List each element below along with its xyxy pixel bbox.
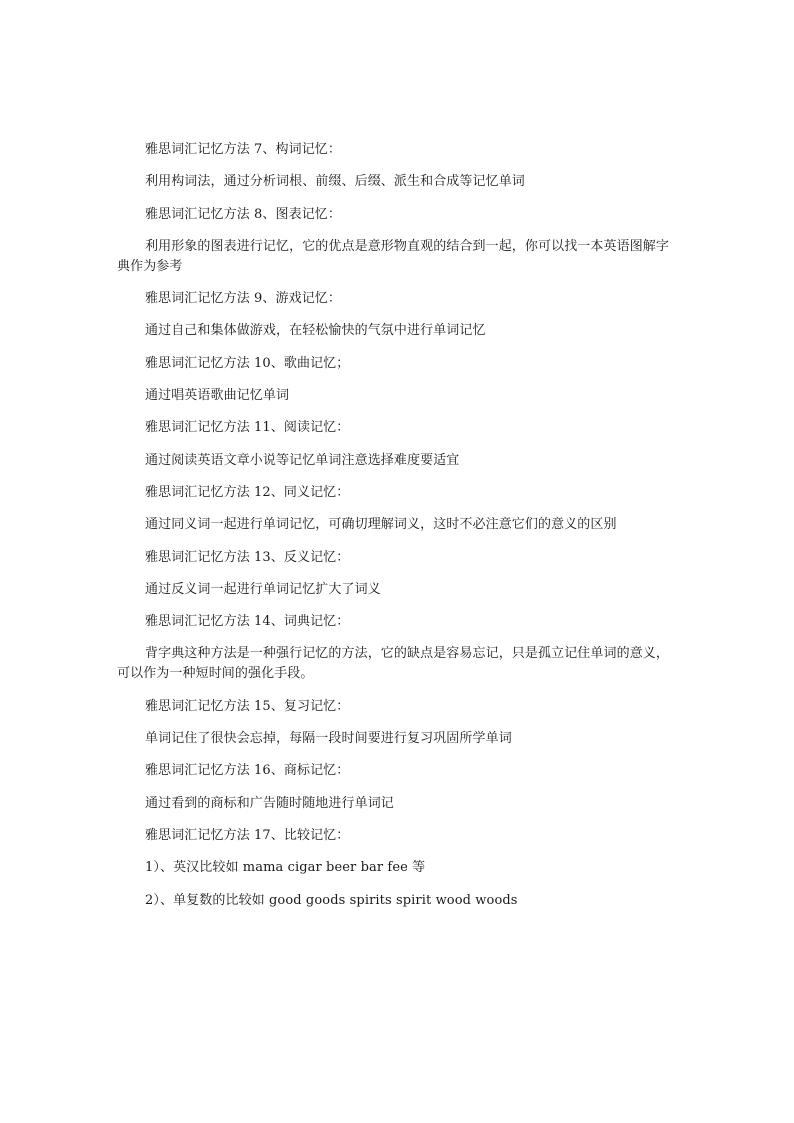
method-12-description: 通过同义词一起进行单词记忆，可确切理解词义，这时不必注意它们的意义的区别 [145,517,617,533]
method-17-example-2: 2）、单复数的比较如 good goods spirits spirit wood woods [145,892,518,908]
method-14-heading: 雅思词汇记忆方法 14、词典记忆： [145,614,350,630]
method-10-description: 通过唱英语歌曲记忆单词 [145,388,290,404]
method-7-heading: 雅思词汇记忆方法 7、构词记忆： [145,142,342,157]
method-15-heading: 雅思词汇记忆方法 15、复习记忆： [145,698,350,714]
method-8-heading: 雅思词汇记忆方法 8、图表记忆： [145,206,342,222]
document-body [117,140,677,923]
method-11-description: 通过阅读英语文章小说等记忆单词注意选择难度要适宜 [145,452,460,468]
method-15-description: 单词记住了很快会忘掉，每隔一段时间要进行复习巩固所学单词 [145,731,512,747]
method-17-heading: 雅思词汇记忆方法 17、比较记忆： [145,827,350,843]
method-16-description: 通过看到的商标和广告随时随地进行单词记 [145,795,394,811]
method-11-heading: 雅思词汇记忆方法 11、阅读记忆： [145,420,350,436]
method-13-description: 通过反义词一起进行单词记忆扩大了词义 [145,581,381,597]
method-17-example-1: 1）、英汉比较如 mama cigar beer bar fee 等 [145,860,426,876]
method-9-heading: 雅思词汇记忆方法 9、游戏记忆： [145,291,342,307]
method-13-heading: 雅思词汇记忆方法 13、反义记忆： [145,549,350,565]
method-8-description: 利用形象的图表进行记忆，它的优点是意形物直观的结合到一起，你可以找一本英语图解字典作为参考 [117,238,670,274]
method-7-description: 利用构词法，通过分析词根、前缀、后缀、派生和合成等记忆单词 [145,174,525,190]
method-9-description: 通过自己和集体做游戏，在轻松愉快的气氛中进行单词记忆 [145,323,486,339]
method-14-description: 背字典这种方法是一种强行记忆的方法，它的缺点是容易忘记，只是孤立记住单词的意义，可以作为一种短时间的强化手段。 [117,646,670,682]
method-12-heading: 雅思词汇记忆方法 12、同义记忆： [145,484,350,500]
method-16-heading: 雅思词汇记忆方法 16、商标记忆： [145,763,350,779]
method-10-heading: 雅思词汇记忆方法 10、歌曲记忆； [145,355,350,371]
